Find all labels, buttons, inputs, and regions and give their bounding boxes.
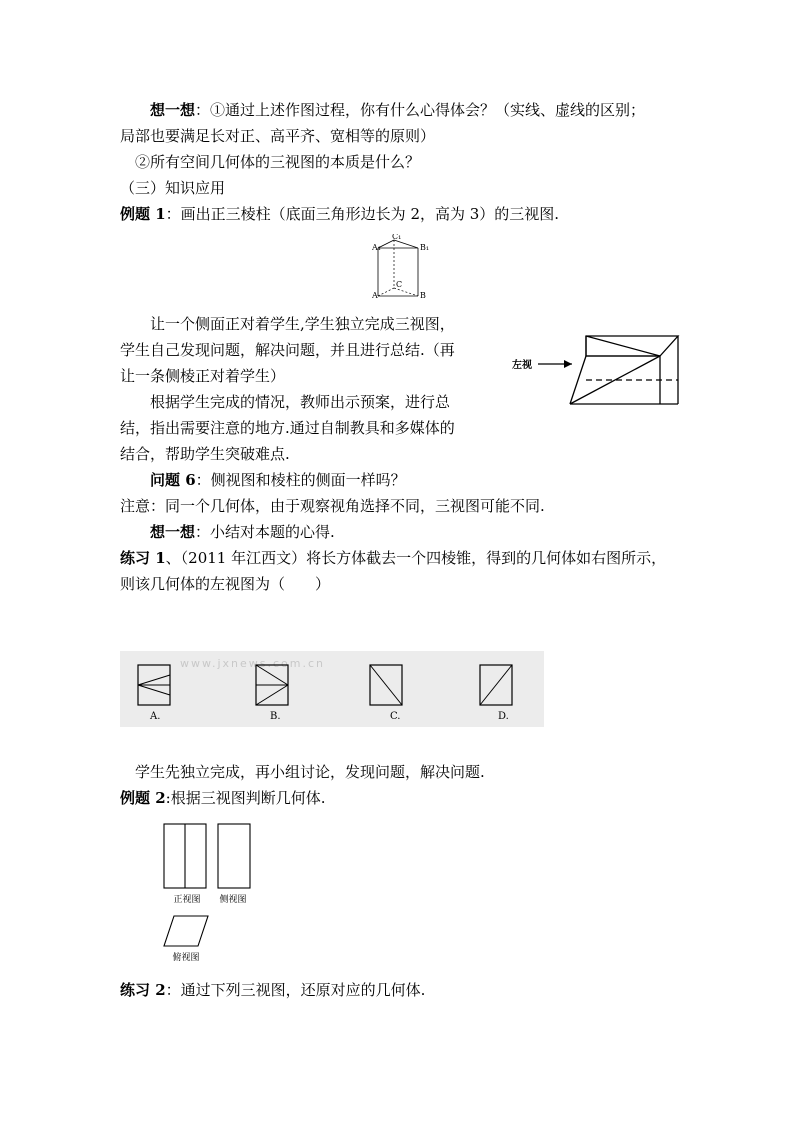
question6-text: ：侧视图和棱柱的侧面一样吗？ [195, 471, 406, 489]
options-strip [120, 651, 544, 727]
option-d-figure [480, 665, 512, 705]
option-c-figure [370, 665, 402, 705]
side-view-label: 左视 [512, 360, 532, 371]
para1-line1: 让一个侧面正对着学生,学生独立完成三视图， [150, 315, 455, 333]
para2-line2: 结，指出需要注意的地方.通过自制教具和多媒体的 [120, 419, 455, 437]
think2-label: 想一想 [150, 523, 196, 541]
front-view-caption: 正视图 [173, 895, 201, 905]
example2-label: 例题 2 [120, 789, 166, 807]
think1-line2: 局部也要满足长对正、高平齐、宽相等的原则） [120, 127, 436, 145]
para1-line3: 让一条侧棱正对着学生） [120, 367, 286, 385]
option-a-figure [138, 665, 170, 705]
option-a-label: A. [150, 711, 161, 722]
exercise1-text1: 、（2011 年江西文）将长方体截去一个四棱锥，得到的几何体如右图所示， [165, 549, 667, 567]
triangular-prism-figure [372, 234, 432, 304]
think1-line1 [150, 100, 645, 120]
prism-label-c1: C₁ [392, 234, 402, 241]
option-b-label: B. [270, 711, 281, 722]
exercise2-line [120, 980, 425, 1000]
section-three-heading: （三）知识应用 [120, 179, 226, 197]
think1-line3: ②所有空间几何体的三视图的本质是什么？ [135, 153, 421, 171]
side-view-figure [538, 334, 708, 414]
question6-label: 问题 6 [150, 471, 196, 489]
prism-label-a: A [372, 291, 378, 300]
exercise2-text: ：通过下列三视图，还原对应的几何体. [165, 981, 426, 999]
example1-line [120, 204, 559, 224]
think1-text1: ：①通过上述作图过程，你有什么心得体会？（实线、虚线的区别； [195, 101, 646, 119]
think1-label: 想一想 [150, 101, 196, 119]
prism-label-c: C [396, 280, 403, 289]
think2-text: ：小结对本题的心得. [195, 523, 335, 541]
para1-line2: 学生自己发现问题，解决问题，并且进行总结.（再 [120, 341, 455, 359]
para2-line1: 根据学生完成的情况，教师出示预案，进行总 [150, 393, 451, 411]
note-line: 注意：同一个几何体，由于观察视角选择不同，三视图可能不同. [120, 497, 545, 515]
prism-label-b: B [420, 291, 426, 300]
top-view-caption: 俯视图 [172, 953, 200, 963]
option-c-label: C. [390, 711, 401, 722]
example1-label: 例题 1 [120, 205, 166, 223]
example2-text: :根据三视图判断几何体. [165, 789, 326, 807]
side-view-caption: 侧视图 [219, 895, 247, 905]
para2-line3: 结合，帮助学生突破难点. [120, 445, 290, 463]
prism-label-a1: A₁ [372, 243, 381, 252]
option-b-figure [256, 665, 288, 705]
watermark-text: www.jxnews.com.cn [180, 657, 326, 670]
question6-line [150, 470, 406, 490]
exercise1-line2: 则该几何体的左视图为（ ） [120, 575, 331, 593]
option-d-label: D. [498, 711, 509, 722]
example2-line [120, 788, 326, 808]
example1-text: ：画出正三棱柱（底面三角形边长为 2，高为 3）的三视图. [165, 205, 560, 223]
three-views-figure [160, 822, 260, 952]
think2-line [150, 522, 335, 542]
prism-label-b1: B₁ [420, 243, 430, 252]
after-options-line: 学生先独立完成，再小组讨论，发现问题，解决问题. [135, 763, 485, 781]
exercise1-label: 练习 1 [120, 549, 166, 567]
exercise1-line1 [120, 548, 666, 568]
exercise2-label: 练习 2 [120, 981, 166, 999]
